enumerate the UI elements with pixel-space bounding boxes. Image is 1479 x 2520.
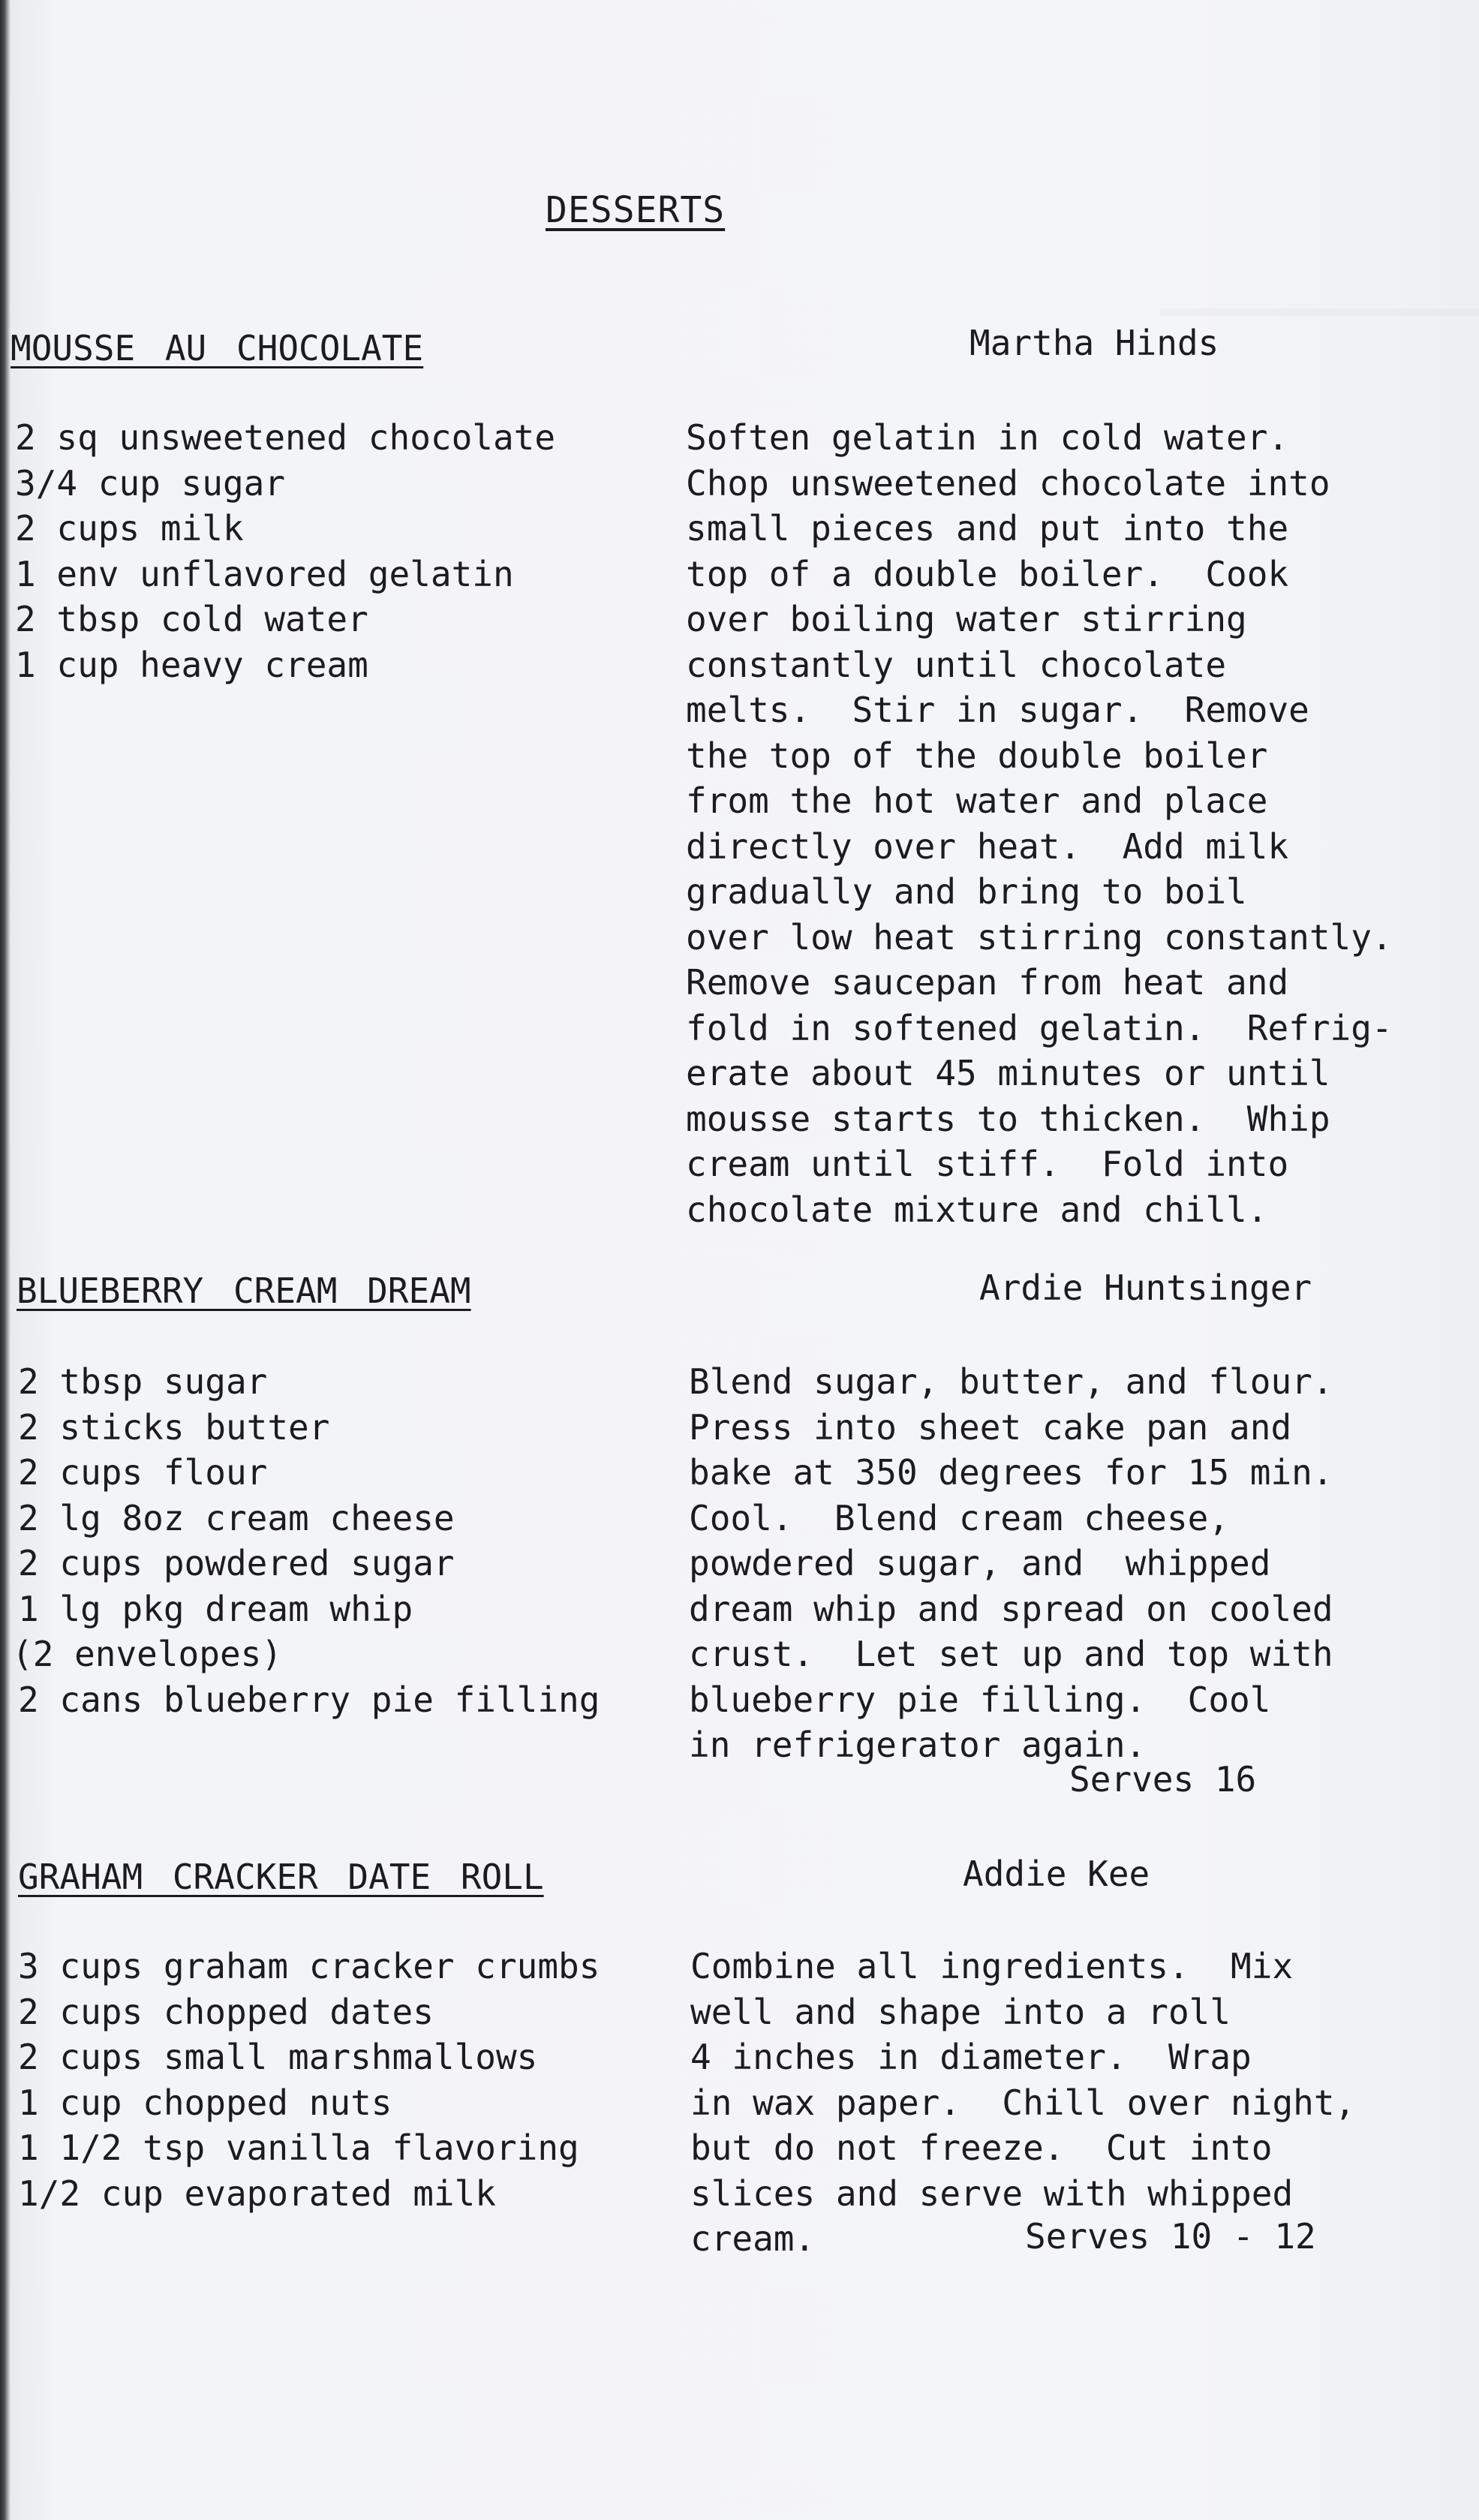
page-binding-edge — [0, 0, 11, 2520]
recipe-directions-blueberry: Blend sugar, butter, and flour. Press into sheet cake pan and bake at 350 degrees for 15 min. Cool. Blend cream cheese, powdered sugar, and whipped dream whip and spread on cooled crust. Let set up and top with blueberry pie filling. Cool in refrigerator again. — [689, 1361, 1333, 1765]
ingredient-item: 2 sticks butter — [18, 1406, 330, 1448]
ingredient-item: 2 tbsp sugar — [18, 1361, 268, 1402]
ingredient-list-blueberry — [12, 1359, 600, 1722]
ingredient-item: 1 cup heavy cream — [15, 644, 368, 685]
ingredient-item: 2 cups powdered sugar — [18, 1543, 455, 1583]
ingredient-item: 3 cups graham cracker crumbs — [18, 1946, 600, 1986]
ingredient-item: 1 lg pkg dream whip — [18, 1588, 413, 1629]
ingredient-item: 2 lg 8oz cream cheese — [18, 1497, 455, 1538]
ingredient-item: 2 cups small marshmallows — [18, 2037, 538, 2077]
bleed-through-texture — [1088, 248, 1448, 270]
ingredient-item: 2 sq unsweetened chocolate — [15, 417, 556, 458]
ingredient-list-graham — [18, 1944, 600, 2216]
ingredient-item: 2 cups chopped dates — [18, 1991, 434, 2032]
ingredient-item: 2 cans blueberry pie filling — [18, 1679, 600, 1720]
recipe-title-graham: GRAHAM CRACKER DATE ROLL — [18, 1857, 544, 1897]
recipe-title-blueberry: BLUEBERRY CREAM DREAM — [17, 1271, 471, 1311]
ingredient-item: 1 env unflavored gelatin — [15, 553, 514, 594]
ingredient-item: 3/4 cup sugar — [15, 462, 286, 504]
ingredient-item: 2 tbsp cold water — [15, 599, 368, 639]
ingredient-list-mousse — [15, 415, 555, 687]
ingredient-item: 1 cup chopped nuts — [18, 2082, 392, 2123]
recipe-author-blueberry: Ardie Huntsinger — [979, 1268, 1312, 1308]
ingredient-item: 1 1/2 tsp vanilla flavoring — [18, 2128, 579, 2168]
ingredient-item: 1/2 cup evaporated milk — [18, 2173, 496, 2214]
recipe-serves-blueberry: Serves 16 — [1069, 1759, 1257, 1800]
ingredient-item: (2 envelopes) — [12, 1634, 283, 1674]
section-title: DESSERTS — [546, 189, 726, 231]
recipe-author-graham: Addie Kee — [963, 1854, 1150, 1894]
ingredient-item: 2 cups milk — [15, 508, 244, 549]
recipe-directions-graham: Combine all ingredients. Mix well and shape into a roll 4 inches in diameter. Wrap in wax paper. Chill over night, but do not freeze. Cut into slices and serve with whipped cream. — [690, 1946, 1356, 2259]
recipe-author-mousse: Martha Hinds — [969, 323, 1219, 363]
recipe-serves-graham: Serves 10 - 12 — [1025, 2216, 1316, 2257]
ingredient-item: 2 cups flour — [18, 1452, 268, 1493]
bleed-through-lines — [1160, 302, 1479, 325]
recipe-directions-mousse: Soften gelatin in cold water. Chop unsweetened chocolate into small pieces and put into the top of a double boiler. Cook over boiling water stirring constantly until chocolate melts. Stir in sugar. Remove the top of the double boiler from the hot water and place directly over heat. Add milk gradually and bring to boil over low heat stirring constantly. Remove saucepan from heat and fold in softened gelatin. Refrig- erate about 45 minutes or until mousse starts to thicken. Whip cream until stiff. Fold into chocolate mixture and chill. — [686, 417, 1393, 1230]
recipe-title-mousse: MOUSSE AU CHOCOLATE — [11, 328, 424, 368]
